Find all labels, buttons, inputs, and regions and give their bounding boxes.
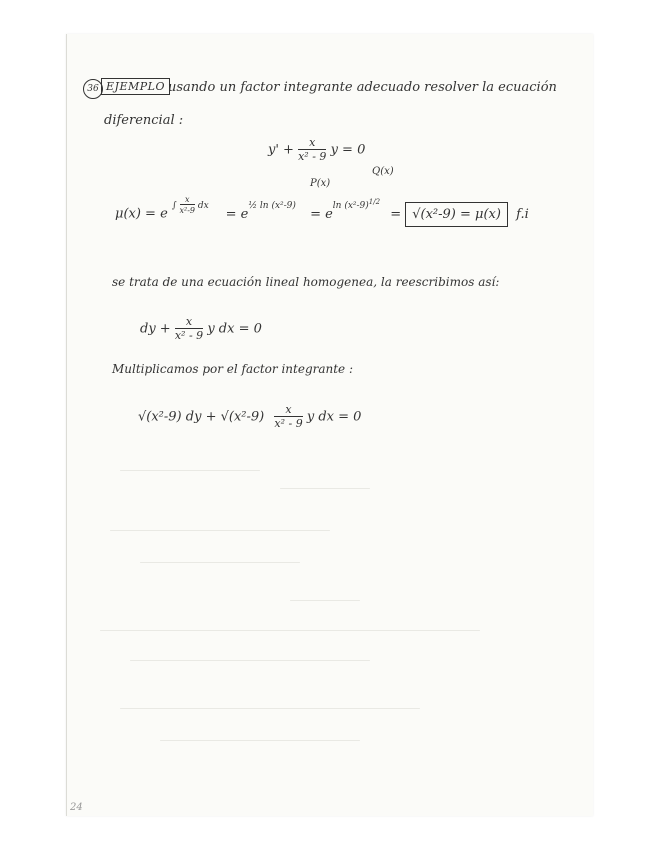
integrating-factor-result: √(x²-9) = μ(x) xyxy=(405,202,508,227)
statement-line-1: usando un factor integrante adecuado resolver la ecuación xyxy=(168,80,557,95)
ode-lhs: y' + xyxy=(268,142,294,158)
p-label: P(x) xyxy=(310,178,331,189)
step-2-exponent: ln (x²-9) xyxy=(332,200,369,211)
q-label: Q(x) xyxy=(372,166,394,177)
step-2-power: 1/2 xyxy=(368,197,381,206)
multiplied-equation: √(x²-9) dy + √(x²-9) $\frac{x}{\text{x² - 9}}$ y dx = 0 xyxy=(138,403,362,430)
bleed-through-area xyxy=(100,440,560,780)
page-corner-number: 24 xyxy=(70,802,83,813)
step-3: = xyxy=(390,206,402,222)
ode-rest: y = 0 xyxy=(330,142,366,158)
rewritten-equation: dy + $\frac{x}{\text{x² - 9}}$ y dx = 0 xyxy=(140,315,262,342)
ode-frac-den: x² - 9 xyxy=(298,150,327,163)
text-multiply: Multiplicamos por el factor integrante : xyxy=(112,362,354,376)
mu-exponent: ∫ x x²-9 dx xyxy=(171,195,209,215)
statement-line-2: diferencial : xyxy=(104,113,184,128)
text-linear-homogeneous: se trata de una ecuación lineal homogenea, la reescribimos así: xyxy=(112,275,500,289)
integrating-factor-line xyxy=(115,195,529,225)
exercise-number: 36 xyxy=(83,79,103,99)
step-1-exponent: ½ ln (x²-9) xyxy=(248,200,296,211)
ode-fraction xyxy=(298,137,326,163)
example-label: EJEMPLO xyxy=(101,78,170,95)
ode-equation xyxy=(268,137,365,163)
fi-suffix: f.i xyxy=(516,206,529,222)
step-2: = e xyxy=(310,206,333,222)
mu-definition: μ(x) = e xyxy=(115,206,168,222)
ode-frac-num: x xyxy=(309,136,316,149)
step-1: = e xyxy=(225,206,249,222)
